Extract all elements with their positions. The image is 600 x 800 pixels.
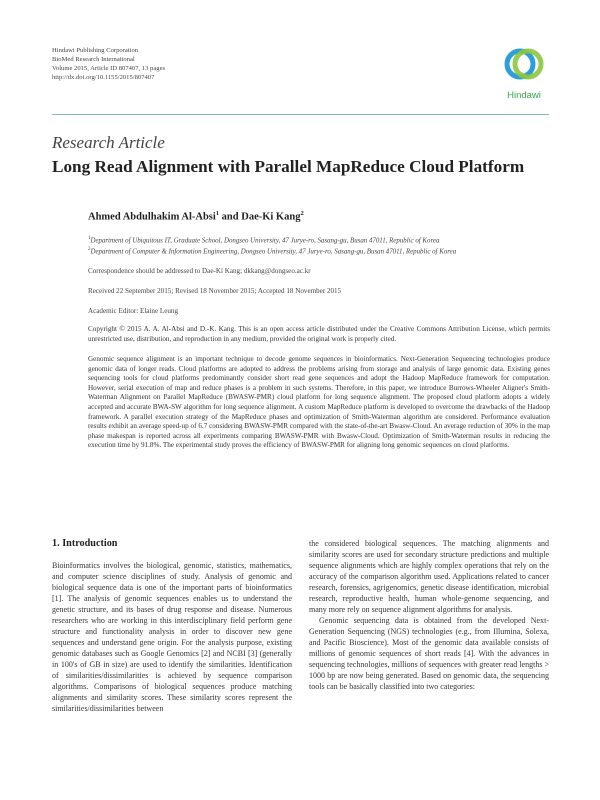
journal-name: BioMed Research International <box>52 55 135 63</box>
author-affiliation-mark: 1 <box>215 210 220 217</box>
affiliation-text: Department of Ubiquitous IT, Graduate School, Dongseo University, 47 Jurye-ro, Sasang-gu, Busan 47011, Republic of Korea <box>90 237 440 245</box>
article-type: Research Article <box>52 133 165 152</box>
paragraph: Genomic sequencing data is obtained from the developed Next-Generation Sequencing (NGS) technologies (e.g., from Illumina, Solexa, and Pacific Bioscience). Most of the genomic data available consists of millions of genomic sequences of short reads [4]. With the advances in sequencing technologies, millions of sequences with greater read lengths > 1000 bp are now being generated. Based on genomic data, the sequencing tools can be basically classified into two categories: <box>309 616 549 691</box>
doi-link[interactable]: http://dx.doi.org/10.1155/2015/807407 <box>52 73 155 81</box>
section-heading: 1. Introduction <box>52 538 118 549</box>
paper-title: Long Read Alignment with Parallel MapReduce Cloud Platform <box>52 157 525 176</box>
affiliation <box>88 247 456 255</box>
affiliation-text: Department of Computer & Information Engineering, Dongseo University, 47 Jurye-ro, Sasang-gu, Busan 47011, Republic of Korea <box>90 248 457 256</box>
left-column <box>52 560 292 714</box>
received-dates: Received 22 September 2015; Revised 18 November 2015; Accepted 18 November 2015 <box>88 287 342 295</box>
affiliation-number: 2 <box>88 247 91 252</box>
publisher-line: Hindawi Publishing Corporation <box>52 47 139 54</box>
academic-editor: Academic Editor: Elaine Leung <box>88 307 179 315</box>
volume-line: Volume 2015, Article ID 807407, 13 pages <box>52 64 166 72</box>
affiliation <box>88 236 439 244</box>
correspondence: Correspondence should be addressed to Dae-Ki Kang; dkkang@dongseo.ac.kr <box>88 267 311 275</box>
header-divider <box>52 114 549 115</box>
author-name: Ahmed Abdulhakim Al-Absi <box>88 211 216 223</box>
author-name: Dae-Ki Kang <box>241 211 301 223</box>
journal-header <box>52 47 165 83</box>
author-connector: and <box>219 211 242 223</box>
copyright-notice: Copyright © 2015 A. A. Al-Absi and D.-K. Kang. This is an open access article distributed under the Creative Commons Attribution License, which permits unrestricted use, distribution, and reproduction in any medium, provided the original work is properly cited. <box>88 325 550 343</box>
hindawi-logo-text: Hindawi <box>507 90 541 101</box>
paragraph: Bioinformatics involves the biological, genomic, statistics, mathematics, and computer science disciplines of study. Analysis of genomic and biological sequence data is one of the important parts of bioinformatics [1]. The analysis of genomic sequences enables us to understand the genetic structure, and its bases of drug response and disease. Numerous researchers who are working in this interdisciplinary field perform gene structure and functionality analysis in order to discover new gene sequences and understand gene origin. For the analysis purpose, existing genomic databases such as Google Genomics [2] and NCBI [3] (generally in 100's of GB in size) are used to identify the similarities. Identification of similarities/dissimilarities is achieved by sequence comparison algorithms. Comparisons of biological sequences produce matching alignments and similarity scores. These similarity scores represent the similarities/dissimilarities between <box>52 561 292 713</box>
author-list <box>88 210 304 223</box>
right-column <box>309 538 549 692</box>
abstract: Genomic sequence alignment is an important technique to decode genome sequences in bioinformatics. Next-Generation Sequencing technologies produce genomic data of longer reads. Cloud platforms are adopted to address the problems arising from storage and analysis of large genomic data. Existing genes sequencing tools for cloud platforms predominantly consider short read gene sequences and adopt the Hadoop MapReduce framework for computation. However, serial execution of map and reduce phases is a problem in such systems. Therefore, in this paper, we introduce Burrows-Wheeler Aligner's Smith-Waterman Alignment on Parallel MapReduce (BWASW-PMR) cloud platform for long sequence alignment. The proposed cloud platform adopts a widely accepted and accurate BWA-SW algorithm for long sequence alignment. A custom MapReduce platform is developed to overcome the drawbacks of the Hadoop framework. A parallel execution strategy of the MapReduce phases and optimization of Smith-Waterman algorithm are considered. Performance evaluation results exhibit an average speed-up of 6.7 considering BWASW-PMR compared with the state-of-the-art Bwasw-Cloud. An average reduction of 30% in the map phase makespan is reported across all experiments comparing BWASW-PMR with Bwasw-Cloud. Optimization of Smith-Waterman results in reducing the execution time by 91.8%. The experimental study proves the efficiency of BWASW-PMR for aligning long genomic sequences on cloud platforms. <box>88 355 550 450</box>
paragraph: the considered biological sequences. The matching alignments and similarity scores are used for secondary structure predictions and multiple sequence alignments which are highly complex operations that rely on the accuracy of the comparison algorithm used. Applications related to cancer research, forensics, agrigenomics, genetic disease identification, microbial research, reproductive health, human whole-genome sequencing, and many more rely on sequence alignment algorithms for analysis. <box>309 539 549 614</box>
affiliation-number: 1 <box>88 236 91 241</box>
author-affiliation-mark: 2 <box>300 210 304 217</box>
